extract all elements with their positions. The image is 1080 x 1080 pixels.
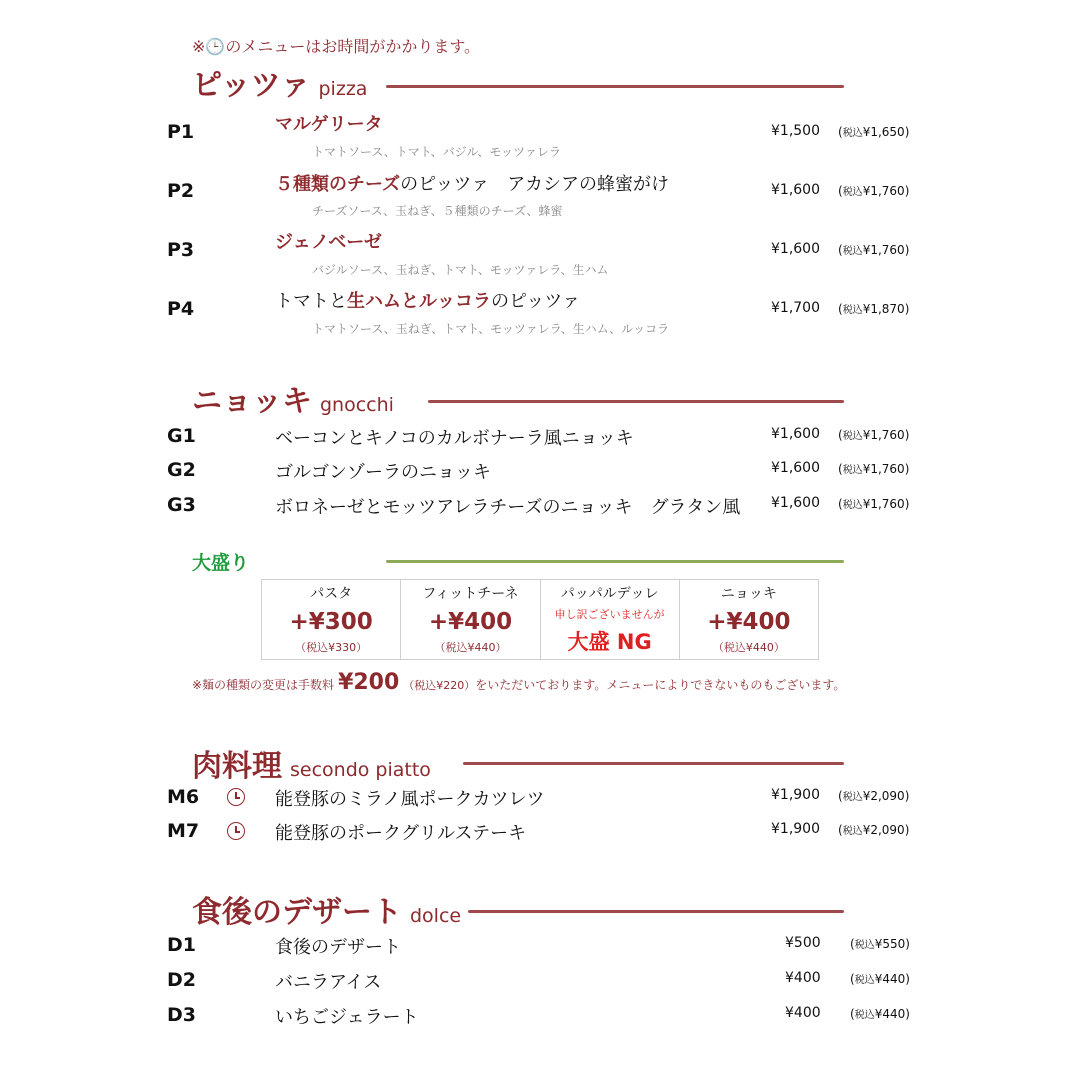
menu-code: G1: [167, 425, 196, 447]
menu-code: P2: [167, 180, 195, 202]
menu-item-name: 食後のデザート: [275, 937, 401, 958]
menu-item-desc: トマトソース、トマト、バジル、モッツァレラ: [312, 145, 561, 159]
menu-code: P1: [167, 121, 195, 143]
oomori-table: [261, 579, 819, 660]
oomori-divider: [386, 560, 844, 563]
menu-code: P4: [167, 298, 195, 320]
menu-item-name: 能登豚のミラノ風ポークカツレツ: [275, 789, 545, 810]
pizza-divider: [386, 85, 844, 88]
menu-item-name: ジェノベーゼ: [275, 232, 382, 253]
clock-icon: [227, 788, 245, 806]
menu-item-price: ¥1,900: [771, 787, 820, 803]
cell-tax: （税込¥330）: [295, 641, 368, 654]
menu-item-price: ¥1,500: [771, 123, 820, 139]
gnocchi-divider: [428, 400, 844, 403]
menu-item-price: ¥1,600: [771, 495, 820, 511]
clock-icon: [227, 822, 245, 840]
oomori-cell-pasta: [262, 580, 401, 660]
menu-item-tax-price: (税込¥1,760): [838, 184, 910, 198]
menu-item-name: マルゲリータ: [275, 114, 383, 135]
menu-item-name: トマトと生ハムとルッコラのピッツァ: [275, 291, 581, 312]
menu-item-price: ¥1,600: [771, 426, 820, 442]
menu-item-name: 能登豚のポークグリルステーキ: [275, 823, 527, 844]
menu-item-name: ５種類のチーズのピッツァ アカシアの蜂蜜がけ: [275, 174, 670, 195]
section-title-meat: [192, 741, 431, 785]
cell-label: パスタ: [310, 586, 353, 602]
menu-item-name: ベーコンとキノコのカルボナーラ風ニョッキ: [275, 428, 634, 449]
dessert-subtitle: dolce: [410, 905, 462, 927]
menu-item-desc: バジルソース、玉ねぎ、トマト、モッツァレラ、生ハム: [312, 263, 609, 277]
cell-price: +¥400: [428, 609, 513, 635]
meat-divider: [463, 762, 844, 765]
section-title-pizza: [192, 60, 367, 104]
menu-item-name: ボロネーゼとモッツアレラチーズのニョッキ グラタン風: [275, 497, 741, 518]
menu-code: D1: [167, 934, 196, 956]
meat-subtitle: secondo piatto: [290, 759, 431, 781]
menu-item-tax-price: (税込¥1,870): [838, 302, 910, 316]
menu-item-tax-price: (税込¥2,090): [838, 823, 910, 837]
top-note: ※🕒のメニューはお時間がかかります。: [192, 37, 481, 56]
cell-label: ニョッキ: [720, 586, 777, 602]
meat-title: 肉料理: [192, 749, 282, 784]
cell-tax: （税込¥440）: [712, 641, 785, 654]
menu-code: G3: [167, 494, 196, 516]
menu-item-name: バニラアイス: [275, 972, 382, 993]
cell-label: パッパルデッレ: [560, 586, 659, 602]
menu-code: M6: [167, 786, 200, 808]
oomori-cell-gnocchi: [679, 580, 818, 660]
section-title-dessert: [192, 887, 461, 931]
oomori-cell-pappardelle: [540, 580, 679, 660]
menu-item-desc: トマトソース、玉ねぎ、トマト、モッツァレラ、生ハム、ルッコラ: [312, 322, 670, 336]
gnocchi-subtitle: gnocchi: [320, 394, 394, 416]
menu-code: P3: [167, 239, 195, 261]
gnocchi-title: ニョッキ: [192, 384, 312, 419]
cell-tax: （税込¥440）: [434, 641, 507, 654]
menu-item-tax-price: (税込¥440): [850, 972, 910, 986]
cell-price: +¥300: [289, 609, 373, 635]
cell-label: フィットチーネ: [422, 586, 519, 602]
menu-item-price: ¥1,600: [771, 460, 820, 476]
menu-item-price: ¥500: [785, 935, 821, 951]
menu-item-desc: チーズソース、玉ねぎ、５種類のチーズ、蜂蜜: [312, 204, 563, 218]
menu-code: M7: [167, 820, 200, 842]
cell-ng: 大盛 NG: [567, 630, 652, 654]
menu-code: D3: [167, 1004, 196, 1026]
menu-item-name: いちごジェラート: [275, 1007, 419, 1028]
menu-code: G2: [167, 459, 196, 481]
pizza-subtitle: pizza: [318, 78, 368, 100]
oomori-title: 大盛り: [192, 552, 250, 574]
menu-code: D2: [167, 969, 196, 991]
menu-item-tax-price: (税込¥1,760): [838, 428, 910, 442]
noodle-change-note: ※麺の種類の変更は手数料 ¥200 （税込¥220）をいただいております。メニューによりできないものもございます。: [192, 670, 846, 695]
cell-sorry-note: 申し訳ございませんが: [554, 608, 665, 621]
menu-item-price: ¥1,700: [771, 300, 820, 316]
menu-item-price: ¥1,600: [771, 182, 820, 198]
menu-item-name: ゴルゴンゾーラのニョッキ: [275, 462, 491, 483]
menu-item-tax-price: (税込¥1,760): [838, 497, 910, 511]
menu-item-tax-price: (税込¥550): [850, 937, 910, 951]
oomori-cell-fettuccine: [401, 580, 540, 660]
menu-item-tax-price: (税込¥440): [850, 1007, 910, 1021]
menu-item-price: ¥1,900: [771, 821, 820, 837]
menu-item-tax-price: (税込¥1,760): [838, 462, 910, 476]
menu-item-tax-price: (税込¥2,090): [838, 789, 910, 803]
cell-price: +¥400: [707, 609, 791, 635]
dessert-divider: [468, 910, 844, 913]
pizza-title: ピッツァ: [192, 68, 311, 103]
menu-item-price: ¥400: [785, 1005, 821, 1021]
menu-item-price: ¥1,600: [771, 241, 820, 257]
dessert-title: 食後のデザート: [192, 895, 402, 930]
section-title-gnocchi: [192, 376, 394, 420]
menu-item-tax-price: (税込¥1,650): [838, 125, 910, 139]
menu-item-price: ¥400: [785, 970, 821, 986]
menu-item-tax-price: (税込¥1,760): [838, 243, 910, 257]
